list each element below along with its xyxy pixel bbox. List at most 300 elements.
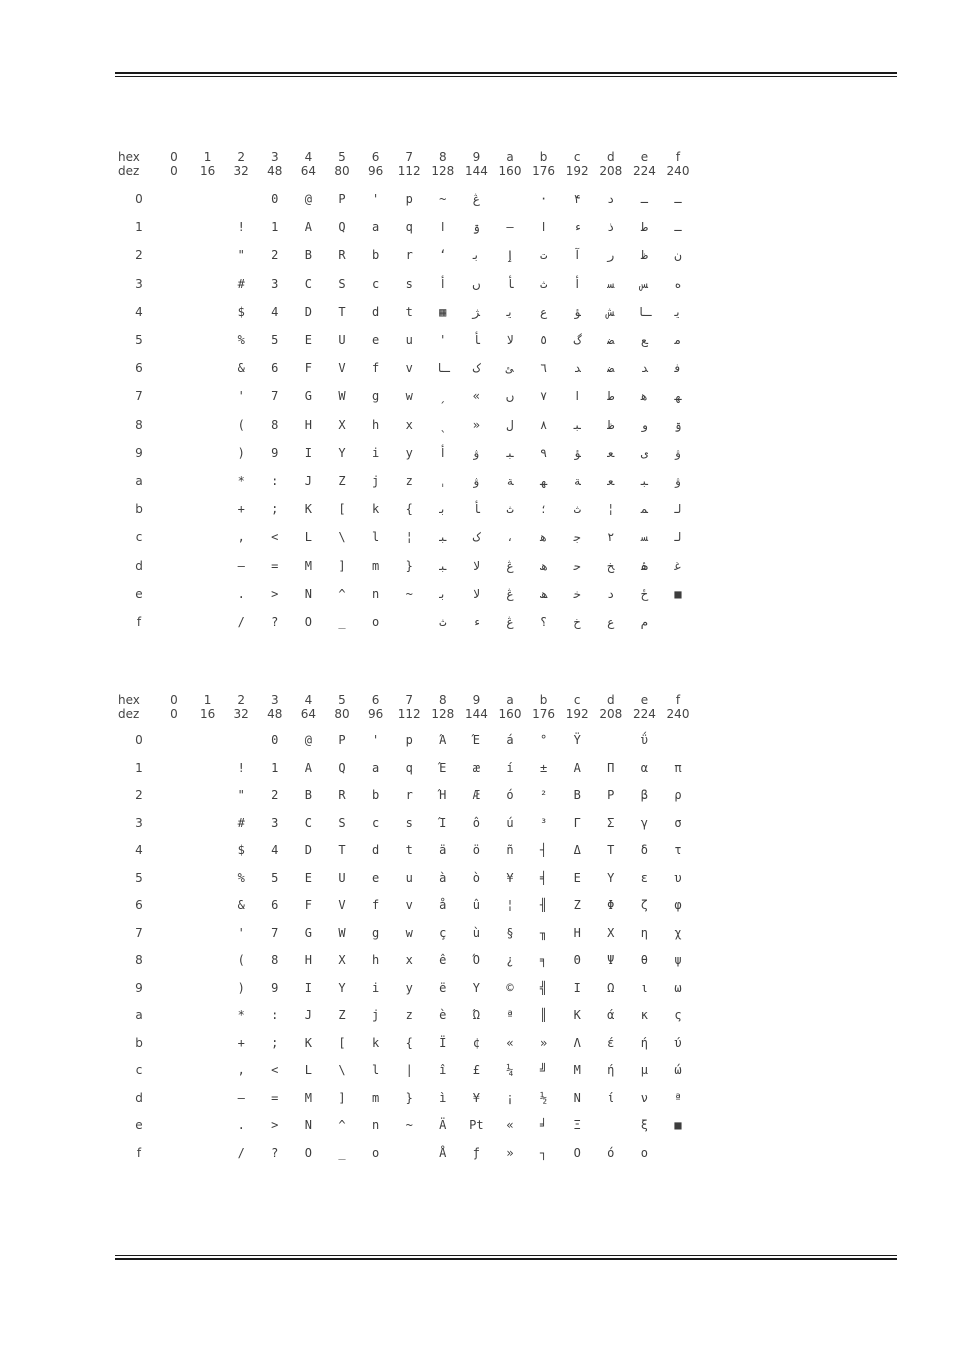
char-cell: ﮋ <box>472 304 480 319</box>
char-cell: ﺄ <box>472 333 480 347</box>
char-cell: x <box>405 417 413 432</box>
char-cell: æ <box>472 760 480 775</box>
hex-column-header: f <box>675 150 681 164</box>
char-cell: E <box>573 870 581 885</box>
char-cell: ﻅ <box>640 248 648 263</box>
row-label: c <box>135 1063 143 1077</box>
char-cell: u <box>405 333 413 347</box>
char-cell: ╝ <box>539 1063 548 1077</box>
hex-column-header: 8 <box>438 150 447 164</box>
hex-column-header: e <box>640 150 649 164</box>
char-cell: $ <box>237 304 245 319</box>
row-label: 2 <box>135 248 143 263</box>
char-cell: ' <box>371 192 380 206</box>
char-cell: Ί <box>439 815 447 830</box>
char-cell: h <box>371 953 380 967</box>
char-cell: 3 <box>271 815 279 830</box>
hex-column-header: 5 <box>338 150 346 164</box>
char-cell: ﻻ <box>472 558 480 573</box>
char-cell: ﻻ <box>506 333 514 347</box>
char-cell: n <box>371 586 380 601</box>
char-cell: ﻡ <box>640 615 648 629</box>
row-label: 0 <box>135 192 143 206</box>
char-cell: ں <box>505 389 515 404</box>
char-cell: ﻝ <box>506 417 514 432</box>
char-cell: ▦ <box>439 304 447 319</box>
char-cell: ; <box>271 1035 279 1050</box>
char-cell: 1 <box>271 220 279 235</box>
char-cell: ـا <box>637 304 652 319</box>
char-cell: g <box>371 925 380 940</box>
hex-column-header: 2 <box>237 150 245 164</box>
char-cell: r <box>405 788 413 802</box>
char-cell: Pt <box>469 1118 484 1132</box>
char-cell: ° <box>539 733 548 747</box>
char-cell: ۋ <box>473 474 480 488</box>
char-cell: ' <box>439 333 447 347</box>
row-label: 1 <box>135 220 143 235</box>
hex-column-header: d <box>606 150 615 164</box>
char-cell: D <box>304 843 312 857</box>
char-cell: ~ <box>405 1118 413 1132</box>
char-cell: ¦ <box>607 502 615 517</box>
char-cell: k <box>371 502 380 517</box>
char-cell: ú <box>506 815 514 830</box>
char-cell: ٧ <box>539 389 548 404</box>
char-cell: Λ <box>573 1035 581 1050</box>
char-cell: ½ <box>539 1090 548 1105</box>
char-cell: ~ <box>405 586 413 601</box>
char-cell: 4 <box>271 843 279 857</box>
char-cell: ό <box>607 1145 615 1160</box>
char-cell: > <box>271 1118 279 1132</box>
char-cell: ç <box>439 925 447 940</box>
char-cell: ' <box>371 733 380 747</box>
char-cell: 2 <box>271 248 279 263</box>
char-cell: Ψ <box>607 953 615 967</box>
char-cell: ﺆ <box>573 445 581 460</box>
char-cell: χ <box>674 925 682 940</box>
row-label: 7 <box>135 925 143 940</box>
char-cell: ë <box>439 980 447 995</box>
char-cell: ┐ <box>539 1145 548 1160</box>
char-cell: 5 <box>271 333 279 347</box>
char-cell: ﺴ <box>607 276 615 291</box>
hex-column-header: 6 <box>371 693 380 707</box>
char-cell: J <box>304 474 312 488</box>
dez-column-header: 160 <box>498 164 522 178</box>
char-cell: f <box>371 898 380 912</box>
char-cell: Y <box>607 870 615 885</box>
char-cell: ﺒ <box>573 417 581 432</box>
char-cell: % <box>237 870 245 885</box>
char-cell: I <box>304 445 312 460</box>
char-cell: ﻏ <box>674 558 682 573</box>
char-cell: ځ <box>640 586 649 601</box>
char-cell: T <box>338 843 346 857</box>
row-label: 4 <box>135 304 143 319</box>
dez-column-header: 80 <box>334 707 350 721</box>
char-cell: X <box>338 417 346 432</box>
char-cell: P <box>338 733 346 747</box>
char-cell: ﺙ <box>539 276 548 291</box>
dez-column-header: 48 <box>267 707 283 721</box>
char-cell: l <box>371 1063 380 1077</box>
hex-column-header: 9 <box>472 693 481 707</box>
char-cell: ؛ <box>539 502 548 517</box>
dez-column-header: 16 <box>199 707 216 721</box>
char-cell: 7 <box>271 925 279 940</box>
char-cell: I <box>304 980 312 995</box>
char-cell: Ϊ <box>439 1035 447 1050</box>
char-cell: ] <box>338 558 346 573</box>
char-cell: ' <box>237 925 245 940</box>
dez-column-header: 192 <box>565 164 589 178</box>
char-cell: v <box>405 361 413 376</box>
char-cell: Z <box>338 1008 346 1022</box>
char-cell: ╡ <box>539 870 548 885</box>
row-label: e <box>135 586 143 601</box>
char-cell: A <box>304 760 312 775</box>
char-cell: ں <box>471 276 481 291</box>
char-cell: i <box>371 445 380 460</box>
row-label: 0 <box>135 733 143 747</box>
char-cell: ª <box>506 1008 514 1022</box>
char-cell: P <box>607 788 615 802</box>
hex-column-header: e <box>640 693 649 707</box>
row-label: 7 <box>135 389 143 404</box>
char-cell: ² <box>539 788 548 802</box>
row-label: 8 <box>135 417 143 432</box>
char-cell: S <box>338 815 346 830</box>
dez-column-header: 176 <box>532 707 556 721</box>
char-cell: > <box>271 586 279 601</box>
char-cell: . <box>237 586 245 601</box>
char-cell: A <box>573 760 581 775</box>
char-cell: Q <box>338 760 346 775</box>
char-cell: M <box>573 1063 581 1077</box>
char-cell: Ä <box>439 1118 447 1132</box>
char-cell: Å <box>439 1145 447 1160</box>
char-cell: ί <box>607 1090 615 1105</box>
char-cell: ή <box>640 1035 648 1050</box>
char-cell: ù <box>472 925 480 940</box>
char-cell: . <box>237 1118 245 1132</box>
char-cell: ñ <box>506 843 514 857</box>
char-cell: I <box>573 980 581 995</box>
char-cell: ¿ <box>506 953 514 967</box>
char-cell: ι <box>640 980 648 995</box>
char-cell: ﺫ <box>607 220 615 235</box>
char-cell: ﺣ <box>573 558 581 573</box>
char-cell: G <box>304 389 312 404</box>
char-cell: C <box>304 815 312 830</box>
char-cell: J <box>304 1008 312 1022</box>
char-cell: o <box>371 615 380 629</box>
char-cell: @ <box>304 733 312 747</box>
hex-column-header: 9 <box>472 150 481 164</box>
char-cell: b <box>371 788 380 802</box>
char-cell: § <box>506 925 514 940</box>
dez-column-header: 112 <box>397 707 421 721</box>
char-cell: ρ <box>674 788 682 802</box>
char-cell: « <box>506 1118 514 1132</box>
char-cell: d <box>371 843 380 857</box>
row-label: e <box>135 1118 143 1132</box>
char-cell: ﺑ <box>472 248 480 263</box>
char-cell: q <box>405 760 413 775</box>
char-cell: K <box>304 1035 312 1050</box>
char-cell: ﺕ <box>539 248 548 263</box>
hex-column-header: 5 <box>338 693 346 707</box>
row-label: 9 <box>135 445 143 460</box>
dez-column-header: 96 <box>367 707 384 721</box>
char-cell: ] <box>338 1090 346 1105</box>
char-cell: í <box>506 760 514 775</box>
char-cell: » <box>506 1145 514 1160</box>
row-label: a <box>135 474 143 488</box>
char-cell: ﻇ <box>607 417 615 432</box>
char-cell: « <box>472 389 480 404</box>
char-cell: O <box>304 1145 312 1160</box>
char-cell: è <box>439 1008 447 1022</box>
char-cell: κ <box>640 1008 648 1022</box>
char-cell: u <box>405 870 413 885</box>
row-label: d <box>135 558 143 573</box>
char-cell: @ <box>304 192 312 206</box>
char-cell: ■ <box>674 1118 682 1132</box>
char-cell: ۿ <box>640 558 648 573</box>
char-cell: δ <box>640 843 648 857</box>
char-cell: H <box>573 925 581 940</box>
char-cell: ﺒ <box>506 445 514 460</box>
char-cell: ﮒ <box>573 333 581 347</box>
char-cell: ο <box>640 1145 648 1160</box>
char-cell: ╛ <box>539 1118 548 1132</box>
char-cell: ﺃ <box>439 445 447 460</box>
hex-column-header: 0 <box>170 693 178 707</box>
char-cell: _ <box>338 1145 346 1160</box>
hex-column-header: c <box>573 693 581 707</box>
char-cell: ν <box>640 1090 648 1105</box>
char-cell: [ <box>338 502 346 517</box>
hex-header-label: hex <box>118 693 140 707</box>
hex-column-header: b <box>539 693 548 707</box>
char-cell: ۲ <box>607 530 615 545</box>
char-cell: ٩ <box>539 445 548 460</box>
char-cell: ¡ <box>506 1090 514 1105</box>
char-cell: ^ <box>338 586 346 601</box>
dez-column-header: 208 <box>599 707 623 721</box>
char-cell: w <box>405 925 413 940</box>
char-cell: / <box>237 1145 245 1160</box>
char-cell: y <box>405 980 413 995</box>
char-cell: Z <box>573 898 581 912</box>
bottom-rule <box>115 1255 897 1260</box>
dez-column-header: 144 <box>464 707 488 721</box>
char-cell: ﻻ <box>472 586 480 601</box>
char-cell: [ <box>338 1035 346 1050</box>
char-cell: ﮫ <box>539 586 548 601</box>
char-cell: ﺔ <box>506 474 514 488</box>
char-cell: U <box>338 333 346 347</box>
char-cell: – <box>237 1090 245 1105</box>
char-cell: K <box>304 502 312 517</box>
char-cell: ﺒ <box>640 474 648 488</box>
char-cell: A <box>304 220 312 235</box>
char-cell: y <box>405 445 413 460</box>
char-cell: & <box>237 898 245 912</box>
char-cell: Έ <box>439 760 447 775</box>
char-cell: τ <box>674 843 682 857</box>
char-cell: c <box>371 815 380 830</box>
char-cell: } <box>405 1090 413 1105</box>
char-cell: ؟ <box>539 615 548 629</box>
char-cell: ﺒ <box>439 558 447 573</box>
char-cell: L <box>304 1063 312 1077</box>
dez-header-label: dez <box>118 707 140 721</box>
char-cell: a <box>371 760 380 775</box>
char-cell: ڠ <box>506 586 514 601</box>
char-cell: ﺩ <box>607 586 615 601</box>
char-cell: O <box>304 615 312 629</box>
char-cell: – <box>506 220 514 235</box>
char-cell: # <box>237 815 245 830</box>
char-cell: ۊ <box>472 220 480 235</box>
hex-column-header: f <box>675 693 681 707</box>
char-cell: ) <box>237 980 245 995</box>
char-cell: | <box>405 1063 413 1077</box>
char-cell: ۋ <box>675 445 681 460</box>
char-cell: m <box>371 558 380 573</box>
char-cell: 1 <box>271 760 279 775</box>
char-cell: ﺪ <box>573 361 581 376</box>
char-cell: ﻫ <box>640 389 648 404</box>
dez-column-header: 64 <box>300 707 317 721</box>
char-cell: ƒ <box>472 1145 480 1160</box>
char-cell: υ <box>674 870 682 885</box>
row-label: 5 <box>135 870 143 885</box>
char-cell: V <box>338 898 346 912</box>
char-cell: · <box>539 192 548 206</box>
char-cell: ■ <box>674 586 682 601</box>
char-cell: ٥ <box>539 333 548 347</box>
char-cell: k <box>371 1035 380 1050</box>
char-cell: l <box>371 530 380 545</box>
char-cell: Z <box>338 474 346 488</box>
char-cell: r <box>405 248 413 263</box>
char-cell: c <box>371 276 380 291</box>
char-cell: ﻣ <box>674 333 682 347</box>
char-cell: D <box>304 304 312 319</box>
char-cell: G <box>304 925 312 940</box>
char-cell: { <box>405 502 413 517</box>
dez-column-header: 112 <box>397 164 421 178</box>
char-cell: + <box>237 502 245 517</box>
char-cell: à <box>439 870 447 885</box>
char-cell: _ <box>338 615 346 629</box>
char-cell: R <box>338 788 346 802</box>
char-cell: ª <box>674 1090 682 1105</box>
char-cell: ۋ <box>473 445 480 460</box>
char-cell: ﻬ <box>539 474 548 488</box>
char-cell: ﺦ <box>607 558 615 573</box>
char-cell: å <box>439 898 447 912</box>
char-cell: 9 <box>271 445 279 460</box>
char-cell: ـا <box>435 361 451 376</box>
char-cell: ﻟ <box>674 502 682 517</box>
char-cell: £ <box>472 1063 480 1077</box>
char-cell: Σ <box>607 815 615 830</box>
dez-header-label: dez <box>118 164 140 178</box>
char-cell: ╖ <box>539 925 548 940</box>
row-label: 3 <box>135 815 143 830</box>
char-cell: ﺄ <box>472 502 480 517</box>
char-cell: έ <box>607 1035 615 1050</box>
char-cell: % <box>237 333 245 347</box>
char-cell: ﮪ <box>539 558 548 573</box>
char-cell: 8 <box>271 417 279 432</box>
hex-column-header: 7 <box>405 693 413 707</box>
char-cell: ـ <box>674 220 682 235</box>
char-cell: ء <box>573 220 581 235</box>
char-cell: ﻀ <box>607 361 615 376</box>
char-cell: α <box>640 760 648 775</box>
char-cell: T <box>338 304 346 319</box>
dez-column-header: 176 <box>532 164 556 178</box>
dez-column-header: 224 <box>632 164 656 178</box>
char-cell: 2 <box>271 788 279 802</box>
char-cell: , <box>237 530 245 545</box>
char-cell: R <box>338 248 346 263</box>
char-cell: ع <box>539 304 548 319</box>
char-cell: ا <box>573 389 581 404</box>
char-cell: e <box>371 333 380 347</box>
char-cell: ﻁ <box>640 220 648 235</box>
char-cell: » <box>472 417 480 432</box>
char-cell: σ <box>674 815 682 830</box>
char-cell: Γ <box>573 815 581 830</box>
char-cell: V <box>338 361 346 376</box>
char-cell: ô <box>472 815 480 830</box>
char-cell: L <box>304 530 312 545</box>
char-cell: ˏ <box>439 389 447 404</box>
char-cell: e <box>371 870 380 885</box>
dez-column-header: 96 <box>367 164 384 178</box>
dez-column-header: 192 <box>565 707 589 721</box>
char-cell: i <box>371 980 380 995</box>
char-cell: ┤ <box>539 843 548 857</box>
char-cell: / <box>237 615 245 629</box>
char-cell: , <box>237 1063 245 1077</box>
char-cell: s <box>405 276 413 291</box>
char-cell: \ <box>338 530 346 545</box>
char-cell: ﺲ <box>640 276 648 291</box>
char-cell: Δ <box>573 843 581 857</box>
char-cell: * <box>237 1008 245 1022</box>
char-cell: M <box>304 1090 312 1105</box>
char-cell: ک <box>472 530 480 545</box>
char-cell: p <box>405 192 413 206</box>
row-label: b <box>135 1035 143 1050</box>
char-cell: N <box>573 1090 581 1105</box>
char-cell: : <box>271 474 279 488</box>
row-label: f <box>136 1145 142 1160</box>
char-cell: ﺥ <box>573 615 581 629</box>
row-label: 3 <box>135 276 143 291</box>
char-cell: & <box>237 361 245 376</box>
char-cell: ¦ <box>405 530 413 545</box>
